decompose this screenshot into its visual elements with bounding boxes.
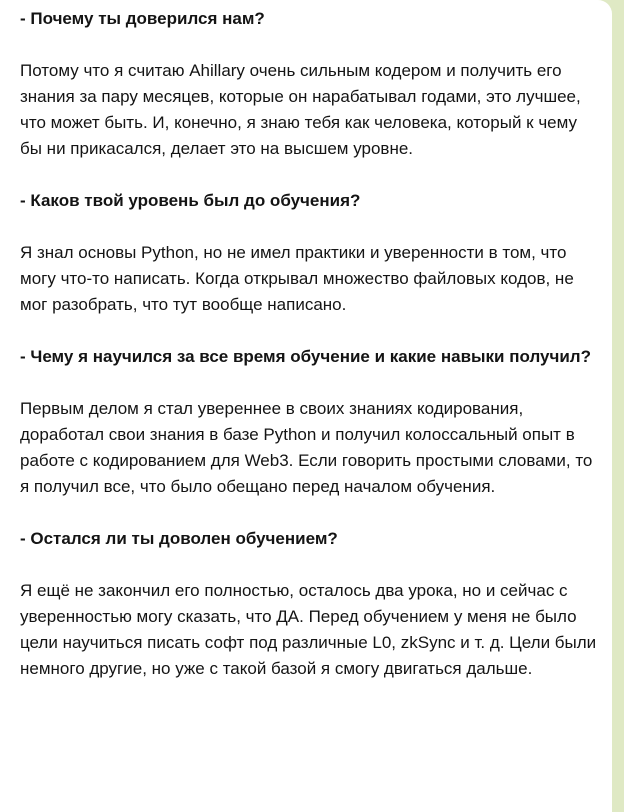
qa-block-2 (20, 188, 598, 344)
question-4: - Остался ли ты доволен обучением? (20, 529, 338, 548)
answer-3: Первым делом я стал увереннее в своих знаниях кодирования, доработал свои знания в базе Python и получил колоссальный опыт в работе с кодированием для Web3. Если говорить простыми словами, то я получил все, что было обещано перед началом обучения. (20, 399, 593, 496)
question-3: - Чему я научился за все время обучение и какие навыки получил? (20, 347, 591, 366)
question-1: - Почему ты доверился нам? (20, 9, 265, 28)
qa-block-3 (20, 344, 598, 526)
qa-block-4 (20, 526, 598, 682)
answer-2: Я знал основы Python, но не имел практики и уверенности в том, что могу что-то написать. Когда открывал множество файловых кодов, не мог разобрать, что тут вообще написано. (20, 243, 574, 314)
answer-1: Потому что я считаю Ahillary очень сильным кодером и получить его знания за пару месяцев, которые он нарабатывал годами, это лучшее, что может быть. И, конечно, я знаю тебя как человека, который к чему бы ни прикасался, делает это на высшем уровне. (20, 61, 581, 158)
question-2: - Каков твой уровень был до обучения? (20, 191, 361, 210)
answer-4: Я ещё не закончил его полностью, осталось два урока, но и сейчас с уверенностью могу сказать, что ДА. Перед обучением у меня не было цели научиться писать софт под различные L0, zkSync и т. д. Цели были немного другие, но уже с такой базой я смогу двигаться дальше. (20, 581, 597, 678)
qa-block-1 (20, 6, 598, 188)
